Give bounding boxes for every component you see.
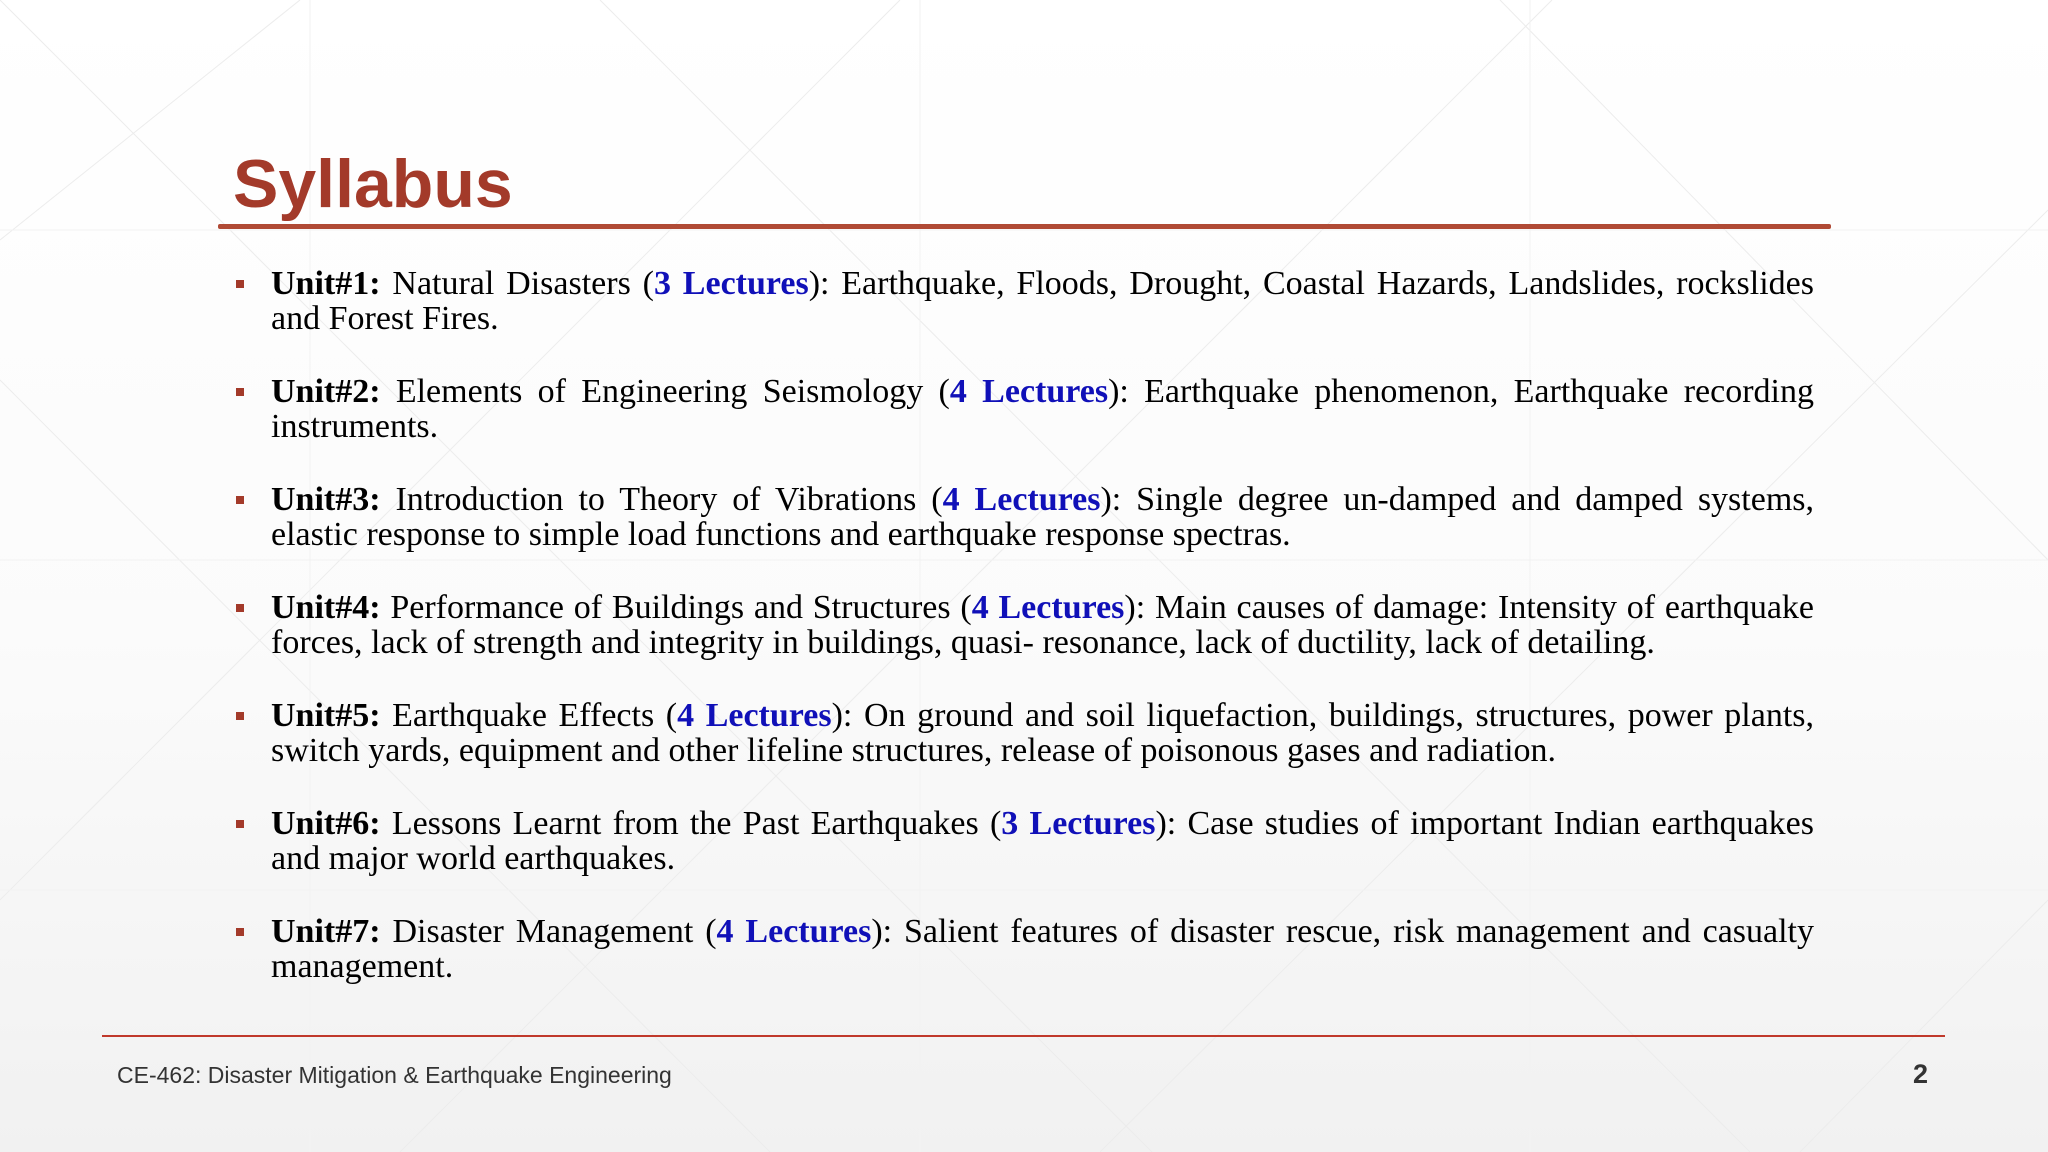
unit-lectures: 4 Lectures: [677, 697, 832, 734]
unit-lectures: 4 Lectures: [949, 373, 1109, 410]
unit-lectures: 4 Lectures: [971, 589, 1125, 626]
unit-details: ): Salient features of disaster rescue, risk management and casualty management.: [271, 913, 1814, 985]
unit-lectures: 4 Lectures: [942, 481, 1101, 518]
square-bullet-icon: [236, 712, 244, 720]
footer-divider: [102, 1035, 1945, 1037]
unit-details: ): On ground and soil liquefaction, buildings, structures, power plants, switch yards, equipment and other lifeline structures, release of poisonous gases and radiation.: [271, 697, 1815, 769]
unit-label: Unit#2:: [271, 373, 381, 410]
footer-course-title: CE-462: Disaster Mitigation & Earthquake Engineering: [117, 1062, 672, 1088]
square-bullet-icon: [236, 820, 244, 828]
unit-lectures: 4 Lectures: [716, 913, 872, 950]
unit-name: Disaster Management (: [380, 913, 717, 950]
unit-name: Natural Disasters (: [380, 265, 654, 302]
unit-details: ): Earthquake phenomenon, Earthquake recording instruments.: [271, 373, 1815, 445]
unit-name: Earthquake Effects (: [380, 697, 678, 734]
unit-label: Unit#5:: [271, 697, 381, 734]
unit-item-7: [232, 914, 1814, 984]
unit-item-6: [232, 806, 1814, 876]
title-underline: [218, 224, 1831, 229]
unit-item-3: [232, 482, 1814, 552]
unit-details: ): Case studies of important Indian earthquakes and major world earthquakes.: [271, 805, 1814, 877]
square-bullet-icon: [236, 928, 244, 936]
square-bullet-icon: [236, 280, 244, 288]
unit-label: Unit#6:: [271, 805, 381, 842]
slide-title: Syllabus: [233, 146, 513, 222]
unit-item-1: [232, 266, 1814, 336]
unit-details: ): Main causes of damage: Intensity of earthquake forces, lack of strength and integrity in buildings, quasi- resonance, lack of ductility, lack of detailing.: [271, 589, 1815, 661]
unit-name: Lessons Learnt from the Past Earthquakes (: [380, 805, 1002, 842]
unit-details: ): Earthquake, Floods, Drought, Coastal Hazards, Landslides, rockslides and Forest Fires.: [271, 265, 1814, 337]
unit-label: Unit#1:: [271, 265, 381, 302]
unit-item-2: [232, 374, 1814, 444]
unit-lectures: 3 Lectures: [1001, 805, 1156, 842]
unit-label: Unit#3:: [271, 481, 381, 518]
unit-item-5: [232, 698, 1814, 768]
unit-name: Performance of Buildings and Structures (: [380, 589, 972, 626]
page-number: 2: [1912, 1059, 1928, 1089]
unit-label: Unit#7:: [271, 913, 381, 950]
square-bullet-icon: [236, 604, 244, 612]
unit-lectures: 3 Lectures: [653, 265, 809, 302]
unit-name: Introduction to Theory of Vibrations (: [380, 481, 943, 518]
square-bullet-icon: [236, 496, 244, 504]
unit-name: Elements of Engineering Seismology (: [380, 373, 950, 410]
unit-details: ): Single degree un-damped and damped systems, elastic response to simple load functions and earthquake response spectras.: [271, 481, 1815, 553]
syllabus-unit-list: [232, 266, 1814, 984]
unit-item-4: [232, 590, 1814, 660]
unit-label: Unit#4:: [271, 589, 381, 626]
square-bullet-icon: [236, 388, 244, 396]
